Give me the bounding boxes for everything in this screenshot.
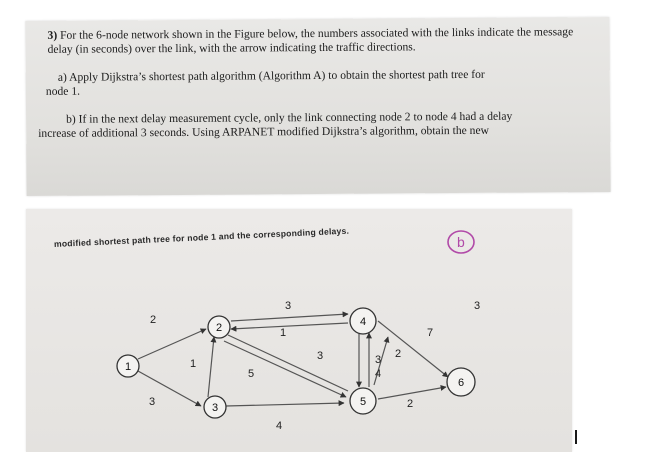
edge-2-4-top — [231, 314, 348, 321]
node-6-label: 6 — [457, 377, 465, 389]
network-diagram — [26, 209, 572, 452]
edge-2-5 — [224, 341, 346, 397]
label-4-5-right: 4 — [375, 368, 382, 380]
text-cursor — [575, 430, 577, 444]
label-2-4-bottom: 1 — [280, 327, 287, 339]
edge-2-5-b — [228, 335, 348, 391]
label-5-4-diag: 2 — [395, 348, 402, 360]
label-1-2: 2 — [150, 314, 157, 326]
problem-photo — [25, 17, 610, 196]
answer-label: b — [457, 234, 465, 250]
label-3-2: 1 — [190, 358, 197, 370]
part-b: b) If in the next delay measurement cycle, only the link connecting node 2 to node 4 had a delay increase of additional 3 seconds. Using ARPANET modified Dijkstra’s algorithm, obtain the new — [38, 109, 513, 140]
figure-photo — [26, 209, 572, 452]
label-3-5: 4 — [276, 420, 283, 432]
node-5-label: 5 — [359, 396, 367, 408]
problem-intro: 3) For the 6-node network shown in the Figure below, the numbers associated with the links indicate the message delay (in seconds) over the link, with the arrow indicating the traffic directions. — [47, 25, 574, 56]
edge-4-6 — [378, 321, 448, 377]
label-4-6: 7 — [427, 327, 434, 339]
edge-3-5 — [226, 403, 344, 406]
figure-caption: modified shortest path tree for node 1 and the corresponding delays. — [53, 225, 350, 249]
node-1-label: 1 — [124, 361, 132, 373]
part-a: a) Apply Dijkstra’s shortest path algorithm (Algorithm A) to obtain the shortest path tree for node 1. — [45, 67, 485, 98]
label-4-5-left: 3 — [375, 354, 382, 366]
edge-4-2-bottom — [231, 323, 348, 329]
label-2-5-mid: 3 — [317, 350, 324, 362]
label-2-5: 5 — [248, 368, 255, 380]
label-1-3: 3 — [149, 396, 156, 408]
label-5-6: 2 — [407, 398, 414, 410]
node-4-label: 4 — [359, 316, 367, 328]
node-3-label: 3 — [211, 402, 219, 414]
label-6-extra: 3 — [474, 300, 481, 312]
edge-1-3 — [138, 371, 201, 406]
problem-number: 3) — [47, 28, 58, 42]
edge-1-2 — [138, 329, 206, 359]
edge-3-2 — [208, 337, 214, 397]
label-2-4-top: 3 — [285, 300, 292, 312]
node-2-label: 2 — [215, 322, 223, 334]
problem-text — [38, 25, 598, 141]
